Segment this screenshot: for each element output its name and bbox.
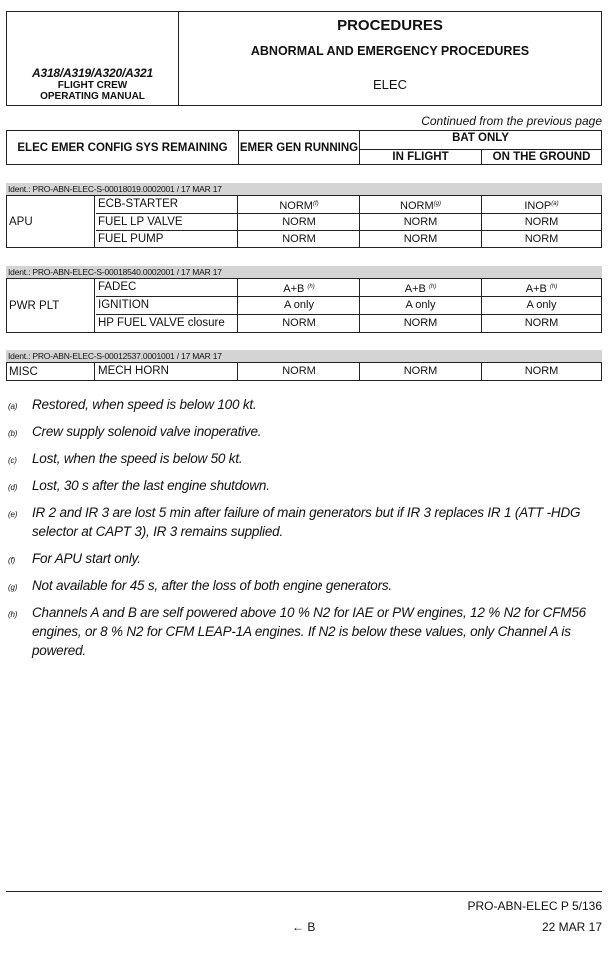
in-flight-value: NORM xyxy=(360,315,482,332)
bat-only-subheader xyxy=(360,149,601,165)
table-row xyxy=(96,296,601,314)
page-title: PROCEDURES xyxy=(337,17,443,34)
footnote-label: (g) xyxy=(8,583,18,592)
on-ground-value: NORM xyxy=(524,317,559,329)
footnote-ref: (f) xyxy=(312,201,319,207)
footnote-label: (e) xyxy=(8,510,18,519)
footnote xyxy=(8,578,598,598)
footnote-label: (b) xyxy=(8,429,18,438)
footnote-label: (f) xyxy=(8,556,15,565)
on-ground-value: A+B $^{(h)}$ xyxy=(525,283,558,295)
ident-bar: Ident.: PRO-ABN-ELEC-S-00018019.0002001 / 17 MAR 17 xyxy=(6,183,602,195)
table-row xyxy=(96,230,601,248)
emer-gen-value: NORM xyxy=(239,315,360,332)
item-name: FUEL LP VALVE xyxy=(96,214,238,231)
emer-gen-value: A+B $^{(h)}$ xyxy=(239,279,360,296)
on-ground-value: NORM xyxy=(524,233,559,245)
col-on-ground: ON THE GROUND xyxy=(492,151,591,163)
footnote xyxy=(8,505,598,545)
in-flight-value: A+B $^{(h)}$ xyxy=(360,279,482,296)
footnote-text: Channels A and B are self powered above 10 % N2 for IAE or PW engines, 12 % N2 for CFM56 engines, or 8 % N2 for CFM LEAP-1A engines. If N2 is below these values, only Channel A is powered. xyxy=(32,605,586,658)
column-header xyxy=(6,130,602,165)
emer-gen-value: NORM xyxy=(239,214,360,231)
table-row xyxy=(96,363,601,380)
on-ground-value: INOP$^{(a)}$ xyxy=(524,200,559,212)
item-name: ECB-STARTER xyxy=(96,196,238,213)
footnote-ref: (h) xyxy=(307,284,315,290)
revision-mark: ← B xyxy=(292,920,316,934)
footnote-label: (a) xyxy=(8,402,18,411)
in-flight-value: A only xyxy=(360,297,482,314)
footnote xyxy=(8,605,598,665)
footnote-text: Lost, when the speed is below 50 kt. xyxy=(32,451,243,466)
footnote-text: IR 2 and IR 3 are lost 5 min after failure of main generators but if IR 3 replaces IR 1 (ATT -HDG selector at CAPT 3), IR 3 remains supplied. xyxy=(32,505,581,539)
footer-rule xyxy=(6,891,602,892)
page-header xyxy=(6,11,602,106)
page-date: 22 MAR 17 xyxy=(541,920,602,934)
footnote xyxy=(8,478,598,498)
footnote-label: (c) xyxy=(8,456,17,465)
aircraft-model: A318/A319/A320/A321 xyxy=(32,66,153,80)
item-name: FADEC xyxy=(96,279,238,296)
on-ground-value: NORM xyxy=(524,365,559,377)
ident-bar: Ident.: PRO-ABN-ELEC-S-00018540.0002001 / 17 MAR 17 xyxy=(6,266,602,278)
in-flight-value: NORM xyxy=(360,214,482,231)
footnote-label: (h) xyxy=(8,610,18,619)
footnote-text: Lost, 30 s after the last engine shutdown. xyxy=(32,478,270,493)
chapter-name: ELEC xyxy=(373,77,407,92)
emer-gen-value: NORM xyxy=(239,231,360,248)
footnote-label: (d) xyxy=(8,483,18,492)
footnote-ref: (h) xyxy=(549,284,558,290)
system-name: PWR PLT xyxy=(7,279,95,332)
table-row xyxy=(96,213,601,231)
footnote xyxy=(8,397,598,417)
col-sys-remaining: ELEC EMER CONFIG SYS REMAINING xyxy=(7,131,239,164)
page-subtitle: ABNORMAL AND EMERGENCY PROCEDURES xyxy=(250,44,530,58)
footnote xyxy=(8,551,598,571)
table-row xyxy=(96,279,601,296)
emer-gen-value: NORM$^{(f)}$ xyxy=(239,196,360,213)
on-ground-value: A only xyxy=(526,299,557,311)
item-name: HP FUEL VALVE closure xyxy=(96,315,238,332)
on-ground-value: NORM xyxy=(524,216,559,228)
ident-bar: Ident.: PRO-ABN-ELEC-S-00012537.0001001 / 17 MAR 17 xyxy=(6,350,602,362)
table-row xyxy=(96,196,601,213)
item-name: MECH HORN xyxy=(96,363,238,380)
continued-note: Continued from the previous page xyxy=(421,114,602,128)
system-name: APU xyxy=(7,196,95,247)
col-bat-only: BAT ONLY xyxy=(452,132,509,144)
col-emer-gen: EMER GEN RUNNING xyxy=(239,131,360,164)
footnote xyxy=(8,451,598,471)
item-name: FUEL PUMP xyxy=(96,231,238,248)
table-row xyxy=(96,314,601,332)
item-name: IGNITION xyxy=(96,297,238,314)
in-flight-value: NORM xyxy=(360,363,482,380)
col-in-flight: IN FLIGHT xyxy=(360,150,482,165)
footnote-text: Restored, when speed is below 100 kt. xyxy=(32,397,257,412)
system-group-pwr-plt xyxy=(6,278,602,333)
emer-gen-value: A only xyxy=(239,297,360,314)
manual-name-line2: OPERATING MANUAL xyxy=(40,91,145,102)
in-flight-value: NORM xyxy=(360,231,482,248)
system-group-misc xyxy=(6,362,602,381)
manual-name-line1: FLIGHT CREW xyxy=(57,80,128,91)
footnote xyxy=(8,424,598,444)
in-flight-value: NORM$^{(g)}$ xyxy=(360,196,482,213)
footnote-ref: (g) xyxy=(433,201,441,207)
system-name: MISC xyxy=(7,363,95,380)
footnote-text: Not available for 45 s, after the loss of both engine generators. xyxy=(32,578,392,593)
system-group-apu xyxy=(6,195,602,248)
page-reference: PRO-ABN-ELEC P 5/136 xyxy=(467,899,602,913)
footnote-ref: (a) xyxy=(551,201,559,207)
footnote-text: Crew supply solenoid valve inoperative. xyxy=(32,424,262,439)
footnote-ref: (h) xyxy=(428,284,437,290)
emer-gen-value: NORM xyxy=(239,363,360,380)
footnote-text: For APU start only. xyxy=(32,551,141,566)
manual-id-box xyxy=(7,12,179,105)
